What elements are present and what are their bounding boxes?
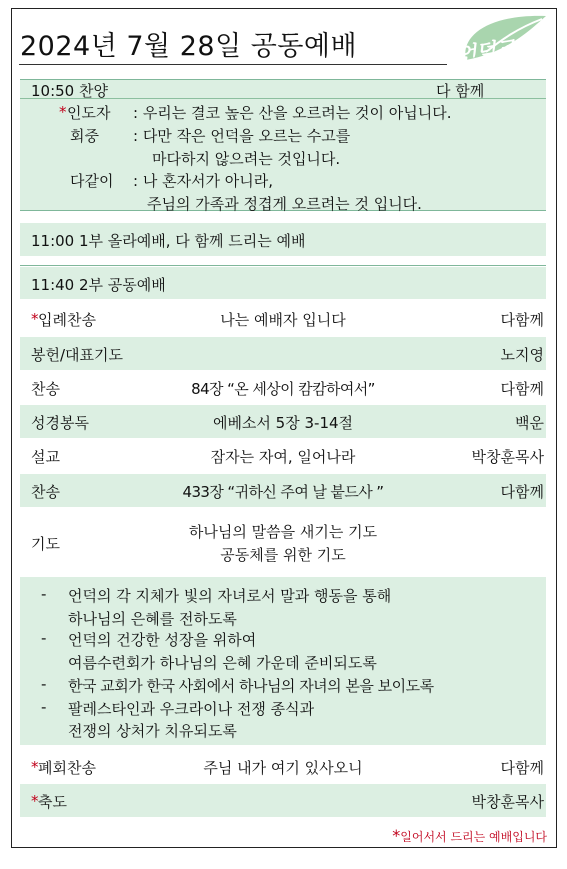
order-row [20,439,546,472]
together-text-1: : 나 혼자서가 아니라, [133,172,274,190]
prayer-label: 기도 [31,535,60,553]
together-text-2: 주님의 가족과 정겹게 오르려는 것 입니다. [147,195,422,213]
order-leader: 다함께 [500,311,544,329]
order-leader: 백운 [515,414,544,432]
standing-mark: * [31,792,39,810]
congregation-text-1: : 다만 작은 언덕을 오르는 수고를 [133,127,351,145]
page-title: 2024년 7월 28일 공동예배 [20,31,358,62]
order-label: 설교 [31,448,60,466]
footnote-text: 일어서서 드리는 예배입니다 [400,830,547,844]
list-bullet: - [41,629,47,647]
prayer-item: 한국 교회가 한국 사회에서 하나님의 자녀의 본을 보이도록 [68,677,434,695]
list-bullet: - [41,585,47,603]
order-row [20,474,546,507]
order-row [20,750,546,783]
order-label: 입례찬송 [38,311,96,329]
praise-time: 10:50 찬양 [31,82,108,100]
order-leader: 다함께 [500,380,544,398]
order-label: 성경봉독 [31,414,89,432]
congregation-label: 회중 [70,127,99,145]
together-label: 다같이 [70,172,114,190]
order-row [20,302,546,335]
church-logo [446,12,554,68]
standing-mark: * [31,310,39,328]
prayer-title-2: 공동체를 위한 기도 [220,546,346,564]
order-label: 찬송 [31,380,60,398]
order-row [20,337,546,370]
order-row [20,371,546,404]
prayer-title-1: 하나님의 말씀을 새기는 기도 [188,523,378,541]
leader-text: : 우리는 결코 높은 산을 오르려는 것이 아닙니다. [133,104,452,122]
order-leader: 박창훈목사 [471,793,544,811]
congregation-text-2: 마다하지 않으려는 것입니다. [152,150,341,168]
prayer-item-cont: 여름수련회가 하나님의 은혜 가운데 준비되도록 [68,654,377,672]
svg-text:언덕교회: 언덕교회 [455,32,536,67]
order-content: 나는 예배자 입니다 [220,311,346,329]
praise-leader: 다 함께 [436,82,485,100]
list-bullet: - [41,698,47,716]
prayer-list [20,577,546,745]
standing-mark: * [392,826,401,845]
order-content: 주님 내가 여기 있사오니 [203,759,363,777]
order-content: 433장 “귀하신 주여 날 붙드사 ” [182,483,384,501]
order-leader: 다함께 [500,759,544,777]
order-row [20,405,546,438]
prayer-item: 언덕의 각 지체가 빛의 자녀로서 말과 행동을 통해 [68,587,392,605]
leader-label: 인도자 [67,104,111,122]
order-content: 에베소서 5장 3-14절 [212,414,354,432]
order-label: 폐회찬송 [38,759,96,777]
section-divider [20,265,546,266]
order-row [20,784,546,817]
prayer-item-cont: 하나님의 은혜를 전하도록 [68,610,237,628]
standing-mark: * [31,758,39,776]
service-2-text: 11:40 2부 공동예배 [31,276,166,294]
prayer-item: 언덕의 건강한 성장을 위하여 [68,631,257,649]
standing-footnote [392,826,547,845]
service-1-text: 11:00 1부 올라예배, 다 함께 드리는 예배 [31,232,306,250]
order-label: 봉헌/대표기도 [31,346,123,364]
prayer-item-cont: 전쟁의 상처가 치유되도록 [68,722,237,740]
order-leader: 박창훈목사 [471,448,544,466]
order-label: 축도 [38,793,67,811]
standing-mark: * [59,103,67,121]
order-content: 84장 “온 세상이 캄캄하여서” [191,380,375,398]
prayer-item: 팔레스타인과 우크라이나 전쟁 종식과 [68,700,315,718]
list-bullet: - [41,675,47,693]
prayer-row [20,512,546,572]
order-leader: 노지영 [500,346,544,364]
order-content: 잠자는 자여, 일어나라 [210,448,356,466]
order-leader: 다함께 [500,483,544,501]
service-1-bar [20,223,546,256]
order-label: 찬송 [31,483,60,501]
service-2-bar [20,267,546,299]
title-underline [19,64,447,65]
